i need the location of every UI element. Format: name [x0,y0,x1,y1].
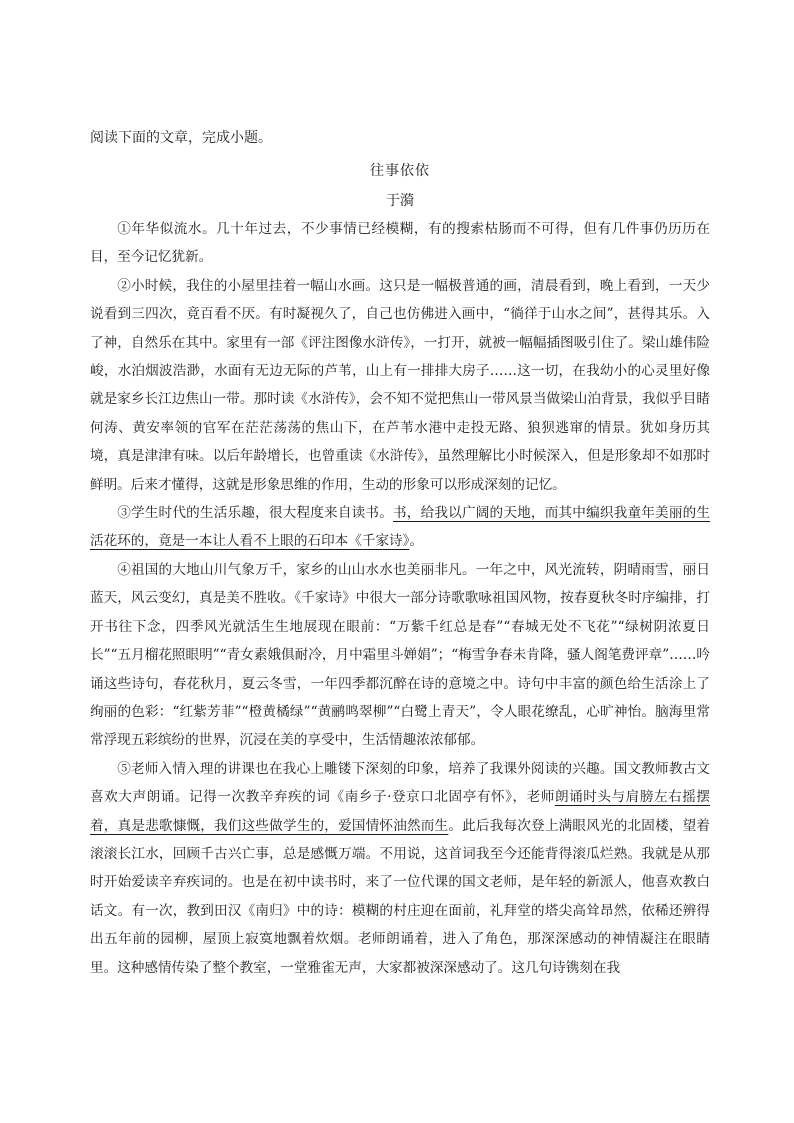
underlined-sentence: 朗诵时头与肩膀左右摇摆着，真是悲歌慷慨，我们这些做学生的，爱国情怀油然而生 [90,789,711,834]
article-paragraph [90,499,710,556]
article-paragraph [90,215,710,272]
article-paragraph [90,755,710,982]
paragraph-text: ①年华似流水。几十年过去，不少事情已经模糊，有的搜索枯肠而不可得，但有几件事仍历历在目，至今记忆犹新。 [90,221,710,266]
paragraph-text: ②小时候，我住的小屋里挂着一幅山水画。这只是一幅极普通的画，清晨看到，晚上看到，一天少说看到三四次，竟百看不厌。有时凝视久了，自己也仿佛进入画中，“徜徉于山水之间”，甚得其乐。入了神，自然乐在其中。家里有一部《评注图像水浒传》，一打开，就被一幅幅插图吸引住了。梁山雄伟险峻，水泊烟波浩渺，水面有无边无际的芦苇，山上有一排排大房子……这一切，在我幼小的心灵里好像就是家乡长江边焦山一带。那时读《水浒传》，会不知不觉把焦山一带风景当做梁山泊背景，我似乎目睹何涛、黄安率领的官军在茫茫荡荡的焦山下，在芦苇水港中走投无路、狼狈逃窜的情景。犹如身历其境，真是津津有味。以后年龄增长，也曾重读《水浒传》，虽然理解比小时候深入，但是形象却不如那时鲜明。后来才懂得，这就是形象思维的作用，生动的形象可以形成深刻的记忆。 [90,277,710,493]
instruction-text: 阅读下面的文章，完成小题。 [90,130,272,146]
paragraph-text: ⑤老师入情入理的讲课也在我心上雕镂下深刻的印象，培养了我课外阅读的兴趣。国文教师教古文喜欢大声朗诵。记得一次教辛弃疾的词《南乡子·登京口北固亭有怀》，老师 [90,760,710,806]
paragraph-text: 。此后我每次登上满眼风光的北固楼，望着滚滚长江水，回顾千古兴亡事，总是感慨万端。不用说，这首词我至今还能背得滚瓜烂熟。我就是从那时开始爱读辛弃疾词的。也是在初中读书时，来了一位代课的国文老师，是年轻的新派人，他喜欢教白话文。有一次，教到田汉《南归》中的诗：模糊的村庄迎在面前，礼拜堂的塔尖高耸昂然，依稀还辨得出五年前的园柳，屋顶上寂寞地飘着炊烟。老师朗诵着，进入了角色，那深深感动的神情凝注在眼睛里。这种感情传染了整个教室，一堂雅雀无声，大家都被深深感动了。这几句诗镌刻在我 [90,817,711,976]
article-paragraph [90,556,710,755]
article-author: 于漪 [386,193,414,209]
paragraph-text: ③学生时代的生活乐趣，很大程度来自读书。 [117,505,394,522]
underlined-sentence: 书，给我以广阔的天地，而其中编织我童年美丽的生活花环的，竟是一本让人看不上眼的石印本《千家诗》 [90,505,711,550]
article-paragraph [90,272,710,499]
paragraph-text: ④祖国的大地山川气象万千，家乡的山山水水也美丽非凡。一年之中，风光流转，阴晴雨雪，丽日蓝天，风云变幻，真是美不胜收。《千家诗》中很大一部分诗歌歌咏祖国风物，按春夏秋冬时序编排，打开书往下念，四季风光就活生生地展现在眼前：“万紫千红总是春”“春城无处不飞花”“绿树阴浓夏日长”“五月榴花照眼明”“青女素娥俱耐冷，月中霜里斗婵娟”；“梅雪争春未肯降，骚人阁笔费评章”……吟诵这些诗句，春花秋月，夏云冬雪，一年四季都沉醉在诗的意境之中。诗句中丰富的颜色给生活涂上了绚丽的色彩：“红紫芳菲”“橙黄橘绿”“黄鹂鸣翠柳”“白鹭上青天”，令人眼花缭乱，心旷神怡。脑海里常常浮现五彩缤纷的世界，沉浸在美的享受中，生活情趣浓浓郁郁。 [90,561,710,749]
article-title: 往事依依 [370,163,430,179]
article-body [90,215,710,982]
paragraph-text: 。 [409,533,424,550]
